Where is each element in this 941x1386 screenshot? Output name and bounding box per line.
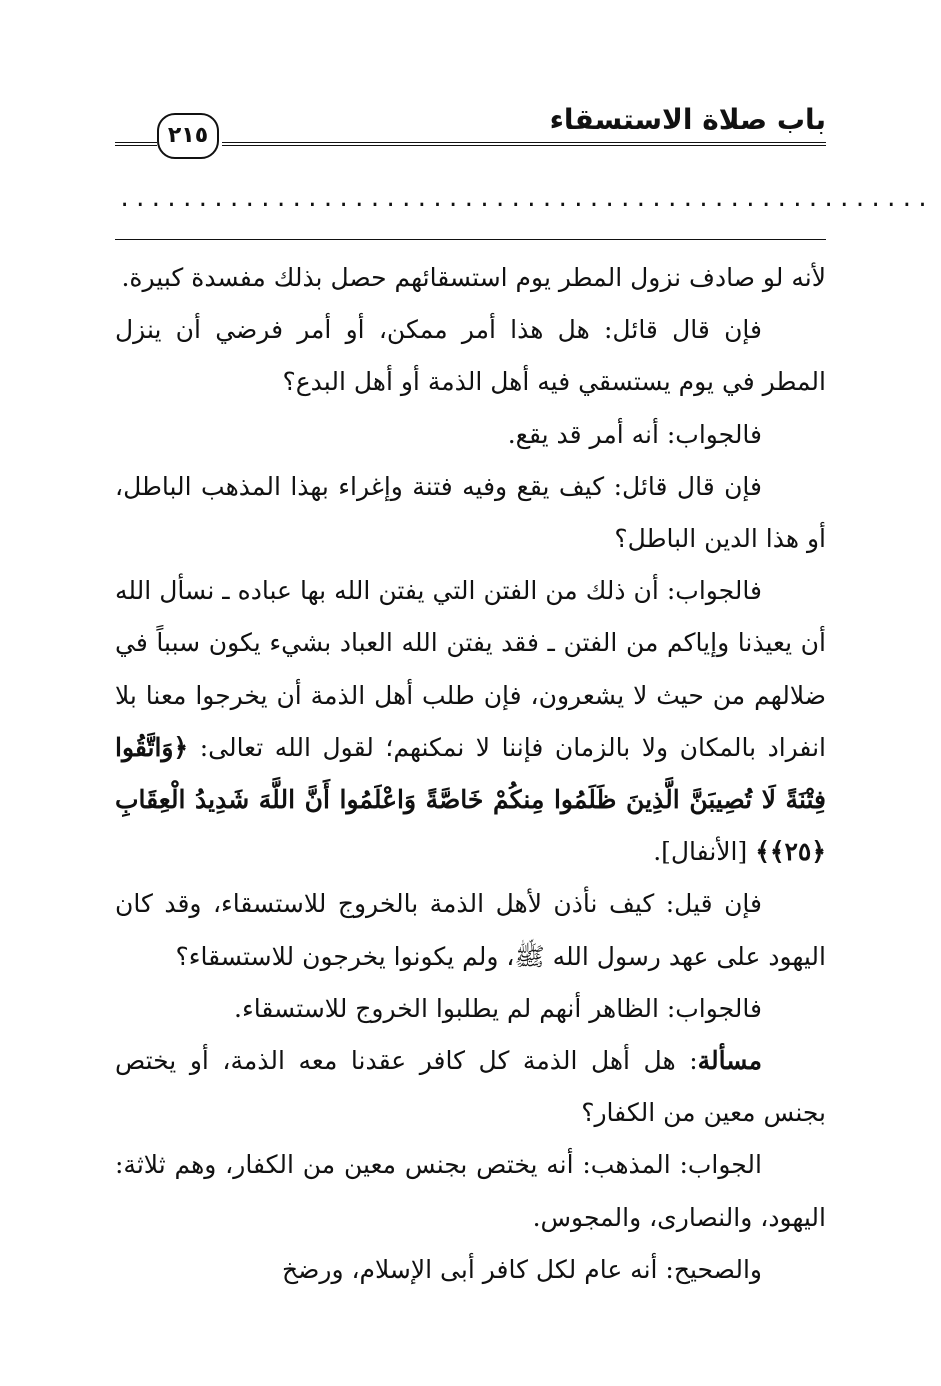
- verse-reference: [الأنفال].: [653, 837, 748, 867]
- paragraph: [115, 1035, 826, 1139]
- body-text: [115, 252, 826, 1296]
- paragraph: فإن قيل: كيف نأذن لأهل الذمة بالخروج للاستسقاء، وقد كان اليهود على عهد رسول الله ﷺ، ولم يكونوا يخرجون للاستسقاء؟: [115, 889, 826, 971]
- paragraph: فإن قال قائل: هل هذا أمر ممكن، أو أمر فرضي أن ينزل المطر في يوم يستسقي فيه أهل الذمة أو أهل البدع؟: [115, 315, 826, 397]
- header-rule-left: [115, 142, 157, 149]
- page-number: ٢١٥: [157, 113, 219, 159]
- paragraph: فإن قال قائل: كيف يقع وفيه فتنة وإغراء بهذا المذهب الباطل، أو هذا الدين الباطل؟: [115, 471, 826, 554]
- paragraph-text: فالجواب: أن ذلك من الفتن التي يفتن الله بها عباده ـ نسأل الله أن يعيذنا وإياكم من الفتن ـ فقد يفتن الله العباد بشيء يكون سبباً في ضلالهم من حيث لا يشعرون، فإن طلب أهل الذمة أن يخرجوا معنا بلا انفراد بالمكان ولا بالزمان فإننا لا نمكنهم؛ لقول الله تعالى:: [115, 576, 826, 762]
- paragraph: فالجواب: أنه أمر قد يقع.: [507, 419, 762, 449]
- paragraph: الجواب: المذهب: أنه يختص بجنس معين من الكفار، وهم ثلاثة: اليهود، والنصارى، والمجوس.: [115, 1150, 826, 1232]
- paragraph: والصحيح: أنه عام لكل كافر أبى الإسلام، ورضخ: [282, 1254, 762, 1284]
- paragraph: [115, 565, 826, 878]
- issue-label: مسألة: [697, 1046, 762, 1076]
- paragraph: لأنه لو صادف نزول المطر يوم استسقائهم حصل بذلك مفسدة كبيرة.: [121, 263, 826, 292]
- header-rule: [222, 142, 826, 149]
- paragraph-text: : هل أهل الذمة كل كافر عقدنا معه الذمة، أو يختص بجنس معين من الكفار؟: [115, 1046, 826, 1128]
- separator-rule: [115, 239, 826, 240]
- dotted-line: ....................................................: [118, 187, 932, 212]
- chapter-title: باب صلاة الاستسقاء: [549, 103, 826, 136]
- quran-verse: ﴿وَاتَّقُوا فِتْنَةً لَا تُصِيبَنَّ الَّذِينَ ظَلَمُوا مِنكُمْ خَاصَّةً وَاعْلَمُوا أَنَّ اللَّهَ شَدِيدُ الْعِقَابِ ﴿٢٥﴾﴾: [115, 732, 826, 867]
- paragraph: فالجواب: الظاهر أنهم لم يطلبوا الخروج للاستسقاء.: [234, 993, 762, 1023]
